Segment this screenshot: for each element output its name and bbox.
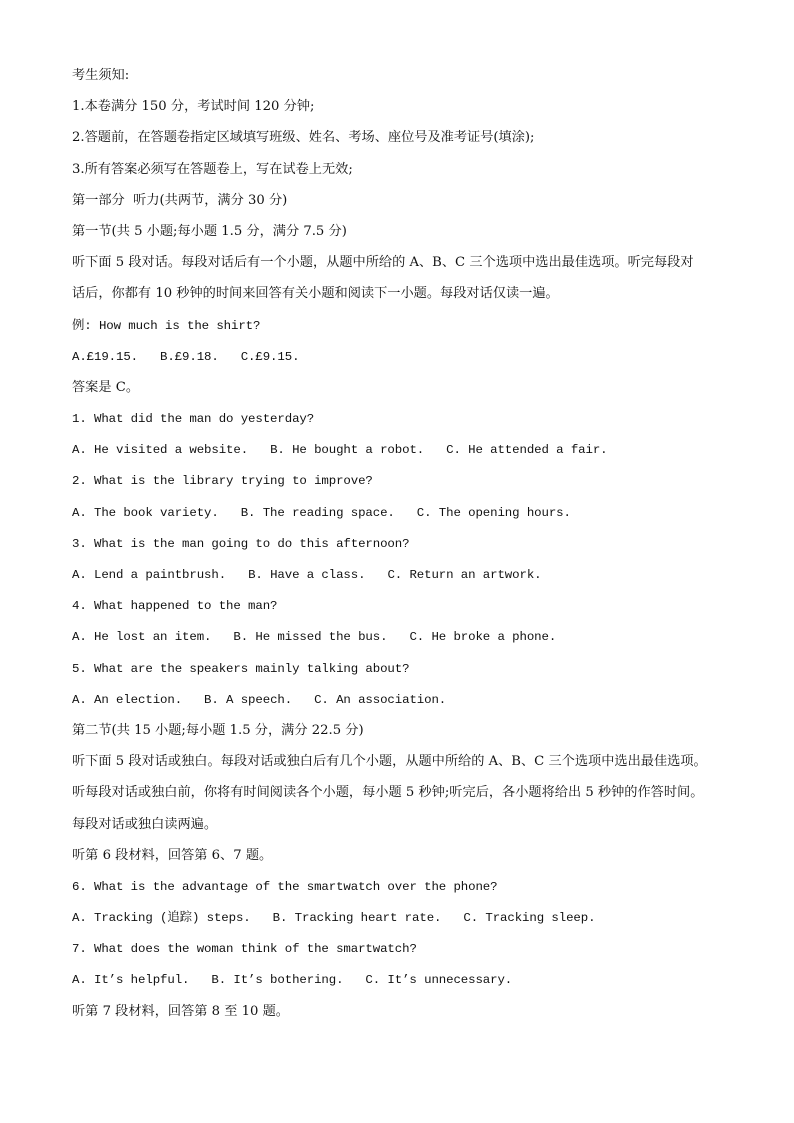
question-5-options [72, 690, 772, 721]
notice-title: 考生须知: [72, 68, 130, 83]
section-2-heading: 第二节(共 15 小题;每小题 1.5 分，满分 22.5 分) [72, 722, 364, 738]
option-b: B. He missed the bus. [233, 630, 388, 645]
option-c: C.£9.15. [240, 349, 300, 364]
question-4-options [72, 627, 772, 658]
section-2-instruction-2: 听每段对话或独白前，你将有时间阅读各个小题，每小题 5 秒钟;听完后，各小题将给出 5 秒钟的作答时间。 [72, 785, 704, 801]
option-c: C. Tracking sleep. [463, 911, 596, 926]
option-b: B. Have a class. [248, 568, 366, 582]
option-a: A. He lost an item. [72, 630, 212, 645]
option-a: A. He visited a website. [72, 443, 249, 458]
part-heading: 第一部分 听力(共两节，满分 30 分) [72, 192, 288, 208]
section-1-heading: 第一节(共 5 小题;每小题 1.5 分，满分 7.5 分) [72, 223, 347, 239]
option-b: B. The reading space. [240, 505, 395, 520]
example-question: 例: How much is the shirt? [72, 318, 261, 333]
option-a: A. An election. [72, 692, 183, 707]
question-7-options [72, 970, 772, 1001]
option-c: C. The opening hours. [416, 505, 571, 520]
question-4: 4. What happened to the man? [72, 599, 278, 614]
question-3: 3. What is the man going to do this afternoon? [72, 536, 410, 551]
option-a: A. Tracking (追踪) steps. [72, 911, 251, 926]
section-2-instruction-1: 听下面 5 段对话或独白。每段对话或独白后有几个小题，从题中所给的 A、B、C 三个选项中选出最佳选项。 [72, 754, 707, 770]
option-c: C. He broke a phone. [409, 630, 557, 645]
option-b: B. He bought a robot. [270, 443, 425, 458]
question-5: 5. What are the speakers mainly talking about? [72, 661, 410, 676]
option-c: C. It’s unnecessary. [365, 973, 513, 988]
option-c: C. Return an artwork. [387, 568, 542, 582]
option-a: A. Lend a paintbrush. [72, 568, 227, 582]
material-6-heading: 听第 6 段材料，回答第 6、7 题。 [72, 847, 273, 863]
question-7: 7. What does the woman think of the smartwatch? [72, 942, 417, 957]
notice-item-1: 1.本卷满分 150 分，考试时间 120 分钟; [72, 99, 315, 115]
option-c: C. An association. [314, 692, 447, 707]
notice-item-2: 2.答题前，在答题卷指定区域填写班级、姓名、考场、座位号及准考证号(填涂); [72, 130, 535, 146]
question-2: 2. What is the library trying to improve? [72, 474, 373, 489]
material-7-heading: 听第 7 段材料，回答第 8 至 10 题。 [72, 1003, 289, 1019]
question-1-options [72, 440, 772, 471]
example-options [72, 347, 772, 378]
option-b: B. It’s bothering. [211, 973, 344, 988]
section-2-instruction-3: 每段对话或独白读两遍。 [72, 816, 218, 832]
example-answer: 答案是 C。 [72, 379, 140, 395]
question-2-options [72, 503, 772, 534]
option-b: B. Tracking heart rate. [272, 911, 442, 926]
option-b: B.£9.18. [160, 349, 219, 364]
question-6-options [72, 908, 772, 939]
section-1-instruction-2: 话后，你都有 10 秒钟的时间来回答有关小题和阅读下一小题。每段对话仅读一遍。 [72, 286, 559, 302]
option-b: B. A speech. [204, 692, 293, 707]
option-a: A. It’s helpful. [72, 973, 190, 988]
option-a: A. The book variety. [72, 505, 219, 520]
question-3-options [72, 565, 772, 596]
option-c: C. He attended a fair. [446, 443, 608, 458]
notice-item-3: 3.所有答案必须写在答题卷上，写在试卷上无效; [72, 161, 353, 177]
question-6: 6. What is the advantage of the smartwatch over the phone? [72, 879, 498, 894]
exam-page [72, 66, 772, 1033]
option-a: A.£19.15. [72, 349, 139, 364]
section-1-instruction-1: 听下面 5 段对话。每段对话后有一个小题，从题中所给的 A、B、C 三个选项中选出最佳选项。听完每段对 [72, 255, 694, 271]
question-1: 1. What did the man do yesterday? [72, 412, 315, 427]
